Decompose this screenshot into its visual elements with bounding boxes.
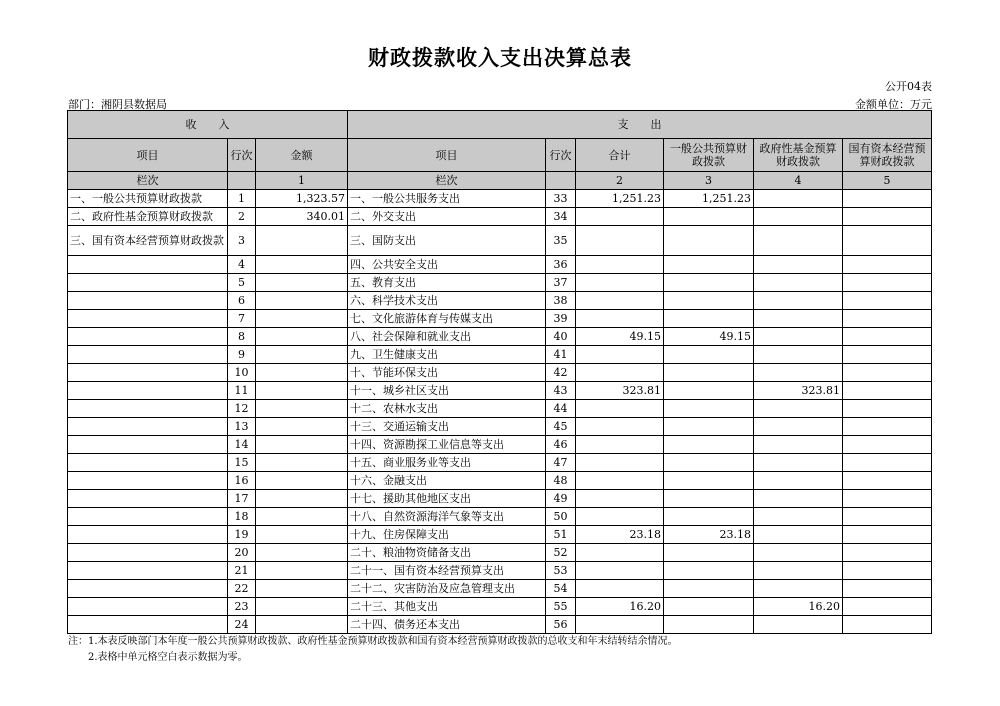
general-budget-amount (664, 472, 754, 490)
income-amount (256, 256, 348, 274)
table-row (68, 472, 932, 490)
income-item (68, 364, 228, 382)
footnotes (68, 634, 678, 666)
total-amount (576, 490, 664, 508)
expense-row-no: 34 (546, 208, 576, 226)
income-amount (256, 274, 348, 292)
income-row-no: 24 (228, 616, 256, 634)
income-row-no: 16 (228, 472, 256, 490)
income-item (68, 382, 228, 400)
general-budget-amount (664, 616, 754, 634)
income-row-no: 12 (228, 400, 256, 418)
total-amount (576, 400, 664, 418)
state-capital-amount (843, 526, 932, 544)
income-row-no: 3 (228, 226, 256, 256)
expense-item-header: 项目 (348, 139, 546, 172)
state-capital-amount (843, 292, 932, 310)
income-amount (256, 382, 348, 400)
fund-budget-header: 政府性基金预算财政拨款 (754, 139, 843, 172)
table-row (68, 292, 932, 310)
income-amount (256, 454, 348, 472)
income-amount (256, 508, 348, 526)
state-capital-amount (843, 256, 932, 274)
expense-row-no: 50 (546, 508, 576, 526)
fund-budget-amount (754, 346, 843, 364)
income-row-no-header: 行次 (228, 139, 256, 172)
state-capital-amount (843, 190, 932, 208)
state-capital-amount (843, 544, 932, 562)
table-row (68, 226, 932, 256)
income-row-no: 1 (228, 190, 256, 208)
income-row-no: 14 (228, 436, 256, 454)
income-amount (256, 226, 348, 256)
total-amount (576, 472, 664, 490)
expense-item: 十七、援助其他地区支出 (348, 490, 546, 508)
income-item (68, 526, 228, 544)
expense-row-no: 45 (546, 418, 576, 436)
state-capital-amount (843, 274, 932, 292)
income-row-no: 6 (228, 292, 256, 310)
expense-item: 三、国防支出 (348, 226, 546, 256)
footnote-2: 2.表格中单元格空白表示数据为零。 (68, 652, 248, 663)
fund-budget-amount (754, 562, 843, 580)
table-row (68, 190, 932, 208)
income-item (68, 346, 228, 364)
income-item (68, 310, 228, 328)
table-row (68, 256, 932, 274)
state-capital-header: 国有资本经营预算财政拨款 (843, 139, 932, 172)
total-amount (576, 226, 664, 256)
income-row-no: 19 (228, 526, 256, 544)
total-amount (576, 364, 664, 382)
fund-budget-amount (754, 472, 843, 490)
total-amount (576, 454, 664, 472)
expense-row-no: 48 (546, 472, 576, 490)
fund-budget-amount (754, 328, 843, 346)
income-item (68, 472, 228, 490)
expense-row-no: 46 (546, 436, 576, 454)
income-item (68, 544, 228, 562)
table-row (68, 454, 932, 472)
table-row (68, 508, 932, 526)
fund-budget-amount (754, 190, 843, 208)
income-amount (256, 436, 348, 454)
table-row (68, 400, 932, 418)
total-amount: 49.15 (576, 328, 664, 346)
income-row-no: 18 (228, 508, 256, 526)
total-amount (576, 292, 664, 310)
state-capital-amount (843, 598, 932, 616)
table-row (68, 562, 932, 580)
general-budget-amount (664, 310, 754, 328)
fund-budget-amount: 16.20 (754, 598, 843, 616)
fund-budget-amount (754, 580, 843, 598)
fund-budget-amount (754, 364, 843, 382)
expense-item: 六、科学技术支出 (348, 292, 546, 310)
fund-budget-amount (754, 256, 843, 274)
unit-label: 金额单位：万元 (855, 98, 932, 111)
fund-budget-amount (754, 616, 843, 634)
income-amount (256, 310, 348, 328)
total-amount (576, 562, 664, 580)
expense-item: 二十一、国有资本经营预算支出 (348, 562, 546, 580)
fund-budget-amount (754, 226, 843, 256)
state-capital-amount (843, 310, 932, 328)
total-amount (576, 418, 664, 436)
fund-budget-amount (754, 508, 843, 526)
income-row-no: 7 (228, 310, 256, 328)
footnote-1: 注：1.本表反映部门本年度一般公共预算财政拨款、政府性基金预算财政拨款和国有资本经营预算财政拨款的总收支和年末结转结余情况。 (68, 636, 678, 647)
expense-item: 二、外交支出 (348, 208, 546, 226)
expense-item: 二十三、其他支出 (348, 598, 546, 616)
total-amount (576, 436, 664, 454)
fund-budget-amount (754, 436, 843, 454)
income-amount (256, 364, 348, 382)
general-budget-amount (664, 490, 754, 508)
income-row-no: 2 (228, 208, 256, 226)
fund-budget-amount: 323.81 (754, 382, 843, 400)
income-amount (256, 328, 348, 346)
expense-item: 二十二、灾害防治及应急管理支出 (348, 580, 546, 598)
table-row (68, 364, 932, 382)
expense-row-no: 44 (546, 400, 576, 418)
expense-item: 七、文化旅游体育与传媒支出 (348, 310, 546, 328)
income-amount (256, 490, 348, 508)
expense-header: 支 出 (348, 111, 932, 139)
general-budget-amount (664, 436, 754, 454)
income-item: 二、政府性基金预算财政拨款 (68, 208, 228, 226)
income-row-no: 4 (228, 256, 256, 274)
general-budget-amount (664, 292, 754, 310)
general-budget-amount (664, 400, 754, 418)
column-number-1: 1 (256, 172, 348, 190)
state-capital-amount (843, 208, 932, 226)
general-budget-amount (664, 544, 754, 562)
expense-row-no: 51 (546, 526, 576, 544)
income-amount (256, 292, 348, 310)
income-row-no: 11 (228, 382, 256, 400)
income-item: 三、国有资本经营预算财政拨款 (68, 226, 228, 256)
expense-row-no-header: 行次 (546, 139, 576, 172)
table-row (68, 436, 932, 454)
general-budget-amount (664, 364, 754, 382)
income-row-no: 23 (228, 598, 256, 616)
expense-row-no: 52 (546, 544, 576, 562)
expense-row-no: 42 (546, 364, 576, 382)
general-budget-amount: 23.18 (664, 526, 754, 544)
income-row-no: 8 (228, 328, 256, 346)
state-capital-amount (843, 346, 932, 364)
column-number-4: 4 (754, 172, 843, 190)
general-budget-amount (664, 274, 754, 292)
table-row (68, 490, 932, 508)
fund-budget-amount (754, 526, 843, 544)
expense-row-no: 54 (546, 580, 576, 598)
income-item (68, 490, 228, 508)
general-budget-amount (664, 226, 754, 256)
income-amount (256, 418, 348, 436)
expense-row-no: 56 (546, 616, 576, 634)
income-amount: 340.01 (256, 208, 348, 226)
expense-item: 二十四、债务还本支出 (348, 616, 546, 634)
income-row-no: 22 (228, 580, 256, 598)
income-amount (256, 346, 348, 364)
department-label: 部门：湘阴县数据局 (68, 98, 167, 111)
expense-row-no: 33 (546, 190, 576, 208)
table-row (68, 382, 932, 400)
income-row-no: 21 (228, 562, 256, 580)
expense-item: 十二、农林水支出 (348, 400, 546, 418)
income-row-no: 17 (228, 490, 256, 508)
expense-item: 十、节能环保支出 (348, 364, 546, 382)
general-budget-amount (664, 508, 754, 526)
fund-budget-amount (754, 208, 843, 226)
income-item: 一、一般公共预算财政拨款 (68, 190, 228, 208)
general-budget-amount: 1,251.23 (664, 190, 754, 208)
income-item (68, 418, 228, 436)
income-item (68, 436, 228, 454)
general-budget-amount (664, 346, 754, 364)
state-capital-amount (843, 616, 932, 634)
expense-row-no: 39 (546, 310, 576, 328)
expense-row-no: 37 (546, 274, 576, 292)
expense-item: 十九、住房保障支出 (348, 526, 546, 544)
expense-row-no: 47 (546, 454, 576, 472)
table-row (68, 526, 932, 544)
page-title: 财政拨款收入支出决算总表 (368, 45, 632, 70)
total-amount (576, 580, 664, 598)
income-item (68, 274, 228, 292)
income-item (68, 400, 228, 418)
income-amount (256, 580, 348, 598)
state-capital-amount (843, 508, 932, 526)
total-header: 合计 (576, 139, 664, 172)
total-amount (576, 310, 664, 328)
total-amount (576, 274, 664, 292)
income-amount-header: 金额 (256, 139, 348, 172)
expense-item: 一、一般公共服务支出 (348, 190, 546, 208)
table-row (68, 616, 932, 634)
total-amount: 16.20 (576, 598, 664, 616)
state-capital-amount (843, 580, 932, 598)
state-capital-amount (843, 364, 932, 382)
expense-item: 十八、自然资源海洋气象等支出 (348, 508, 546, 526)
state-capital-amount (843, 562, 932, 580)
income-item (68, 562, 228, 580)
income-amount (256, 562, 348, 580)
total-amount: 1,251.23 (576, 190, 664, 208)
total-amount (576, 208, 664, 226)
table-row (68, 598, 932, 616)
expense-item: 四、公共安全支出 (348, 256, 546, 274)
expense-row-no: 41 (546, 346, 576, 364)
expense-item: 十三、交通运输支出 (348, 418, 546, 436)
fund-budget-amount (754, 400, 843, 418)
income-row-no: 15 (228, 454, 256, 472)
income-amount (256, 616, 348, 634)
expense-row-no: 43 (546, 382, 576, 400)
expense-item: 五、教育支出 (348, 274, 546, 292)
fund-budget-amount (754, 418, 843, 436)
table-row (68, 418, 932, 436)
state-capital-amount (843, 490, 932, 508)
table-row (68, 580, 932, 598)
fund-budget-amount (754, 454, 843, 472)
expense-item: 二十、粮油物资储备支出 (348, 544, 546, 562)
income-item (68, 580, 228, 598)
general-budget-header: 一般公共预算财政拨款 (664, 139, 754, 172)
general-budget-amount (664, 382, 754, 400)
income-item (68, 454, 228, 472)
expense-row-no: 49 (546, 490, 576, 508)
income-item (68, 292, 228, 310)
state-capital-amount (843, 328, 932, 346)
expense-row-no: 55 (546, 598, 576, 616)
column-number-5: 5 (843, 172, 932, 190)
income-item (68, 328, 228, 346)
column-number-2: 2 (576, 172, 664, 190)
general-budget-amount (664, 580, 754, 598)
state-capital-amount (843, 454, 932, 472)
fund-budget-amount (754, 544, 843, 562)
fund-budget-amount (754, 490, 843, 508)
income-item-header: 项目 (68, 139, 228, 172)
state-capital-amount (843, 436, 932, 454)
expense-item: 十六、金融支出 (348, 472, 546, 490)
income-amount: 1,323.57 (256, 190, 348, 208)
income-header: 收 入 (68, 111, 348, 139)
expense-item: 十五、商业服务业等支出 (348, 454, 546, 472)
expense-row-no: 35 (546, 226, 576, 256)
state-capital-amount (843, 400, 932, 418)
income-item (68, 256, 228, 274)
expense-row-no: 38 (546, 292, 576, 310)
general-budget-amount (664, 256, 754, 274)
form-number: 公开04表 (885, 80, 932, 93)
income-item (68, 598, 228, 616)
general-budget-amount (664, 562, 754, 580)
fund-budget-amount (754, 310, 843, 328)
expense-item: 八、社会保障和就业支出 (348, 328, 546, 346)
income-row-no: 5 (228, 274, 256, 292)
income-row-no: 20 (228, 544, 256, 562)
income-item (68, 616, 228, 634)
column-number-3: 3 (664, 172, 754, 190)
table-row (68, 274, 932, 292)
expense-item: 十四、资源勘探工业信息等支出 (348, 436, 546, 454)
state-capital-amount (843, 472, 932, 490)
column-label-left: 栏次 (68, 172, 228, 190)
income-row-no: 10 (228, 364, 256, 382)
table-row (68, 544, 932, 562)
total-amount (576, 616, 664, 634)
table-row (68, 310, 932, 328)
income-amount (256, 544, 348, 562)
general-budget-amount (664, 598, 754, 616)
income-row-no: 9 (228, 346, 256, 364)
table-row (68, 328, 932, 346)
income-amount (256, 598, 348, 616)
income-row-no: 13 (228, 418, 256, 436)
total-amount (576, 256, 664, 274)
general-budget-amount (664, 454, 754, 472)
fund-budget-amount (754, 274, 843, 292)
state-capital-amount (843, 226, 932, 256)
general-budget-amount (664, 208, 754, 226)
table-row (68, 346, 932, 364)
column-label-right: 栏次 (348, 172, 546, 190)
total-amount (576, 508, 664, 526)
general-budget-amount: 49.15 (664, 328, 754, 346)
total-amount: 323.81 (576, 382, 664, 400)
expense-row-no: 36 (546, 256, 576, 274)
fund-budget-amount (754, 292, 843, 310)
income-amount (256, 400, 348, 418)
budget-table (67, 110, 932, 634)
total-amount: 23.18 (576, 526, 664, 544)
total-amount (576, 346, 664, 364)
state-capital-amount (843, 418, 932, 436)
total-amount (576, 544, 664, 562)
general-budget-amount (664, 418, 754, 436)
income-item (68, 508, 228, 526)
expense-item: 九、卫生健康支出 (348, 346, 546, 364)
income-amount (256, 526, 348, 544)
table-row (68, 208, 932, 226)
income-amount (256, 472, 348, 490)
expense-item: 十一、城乡社区支出 (348, 382, 546, 400)
state-capital-amount (843, 382, 932, 400)
expense-row-no: 40 (546, 328, 576, 346)
expense-row-no: 53 (546, 562, 576, 580)
